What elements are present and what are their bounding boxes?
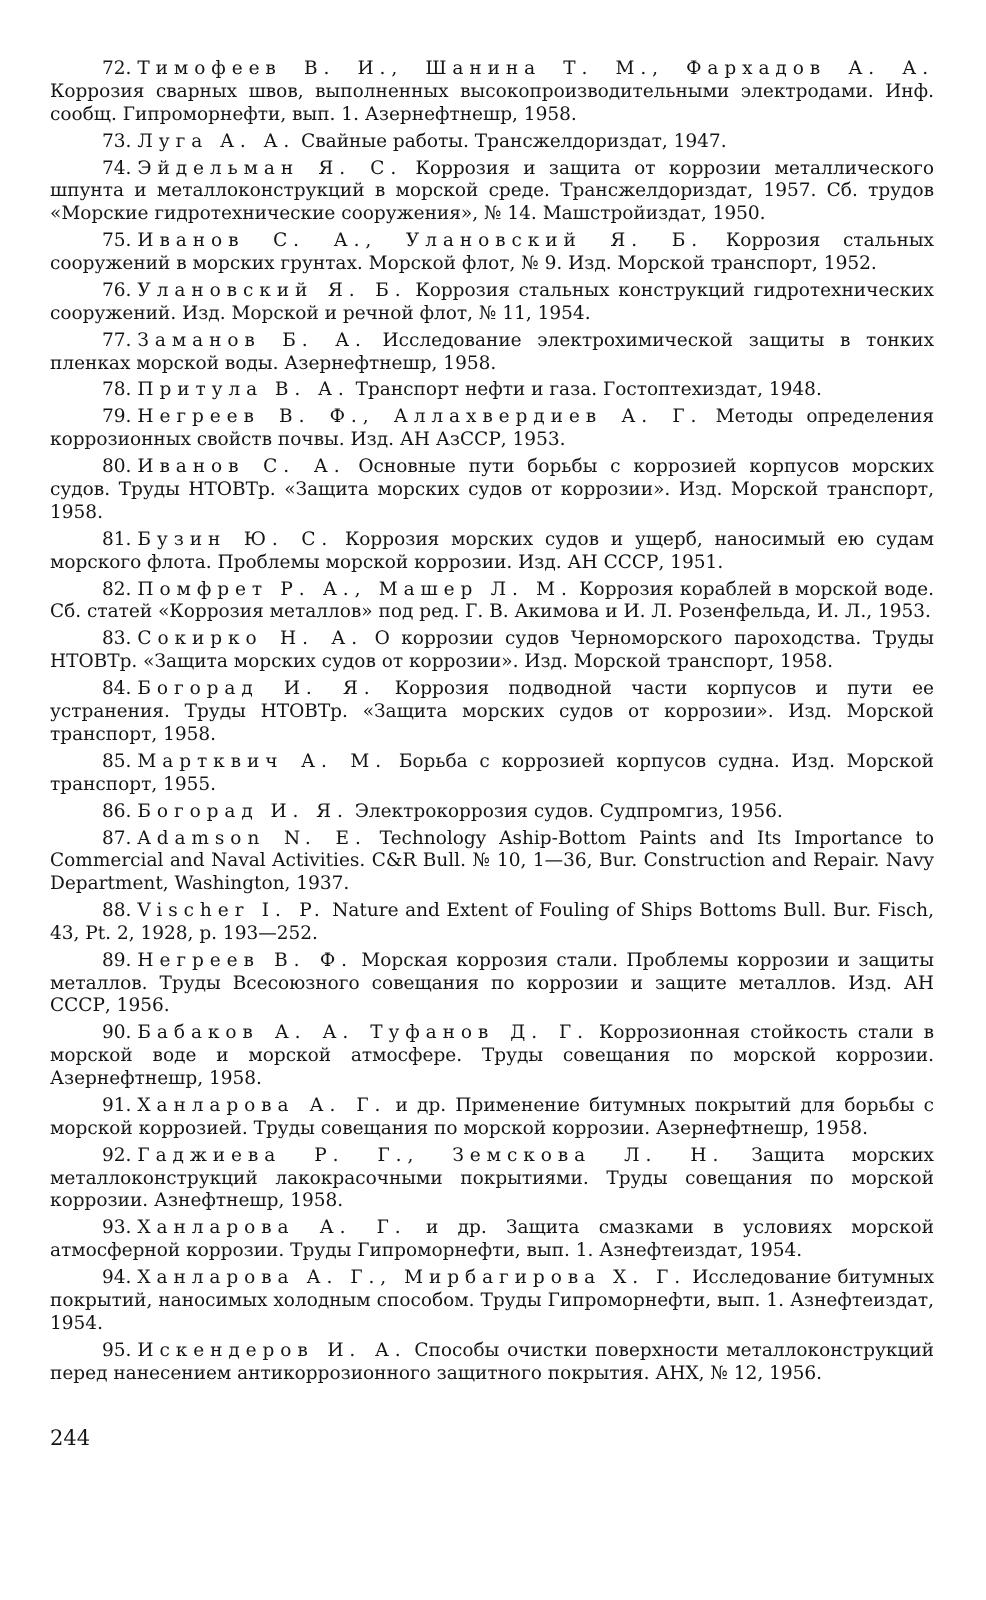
bibliography-entry xyxy=(50,801,934,824)
entry-text: Nature and Extent of Fouling of Ships Bottoms Bull. Bur. Fisch, 43, Pt. 2, 1928, p. 193—252. xyxy=(50,900,934,944)
bibliography-entry xyxy=(50,58,934,126)
entry-text: и др. Защита смазками в условиях морской атмосферной коррозии. Труды Гипроморнефти, вып. 1. Азнефтеиздат, 1954. xyxy=(50,1217,934,1262)
entry-author: Vischer I. P. xyxy=(137,900,326,922)
entry-text: Коррозия подводной части корпусов и пути ее устранения. Труды НТОВТр. «Защита морских судов от коррозии». Изд. Морской транспорт, 1958. xyxy=(50,678,934,745)
bibliography-list xyxy=(50,58,934,1390)
entry-author: Ханларова А. Г., Мирбагирова Х. Г. xyxy=(137,1267,687,1289)
bibliography-entry xyxy=(50,379,934,402)
bibliography-entry xyxy=(50,828,934,896)
entry-number: 73. xyxy=(102,130,132,152)
entry-author: Ханларова А. Г. xyxy=(137,1095,387,1117)
bibliography-entry xyxy=(50,1217,934,1263)
entry-number: 95. xyxy=(102,1339,132,1361)
bibliography-entry xyxy=(50,1095,934,1141)
entry-text: Коррозионная стойкость стали в морской воде и морской атмосфере. Труды совещания по морской коррозии. Азернефтнешр, 1958. xyxy=(50,1022,934,1090)
entry-number: 86. xyxy=(102,800,132,822)
entry-number: 90. xyxy=(102,1022,132,1044)
entry-author: Заманов Б. А. xyxy=(137,329,367,351)
bibliography-entry xyxy=(50,529,934,575)
entry-text: О коррозии судов Черноморского пароходства. Труды НТОВТр. «Защита морских судов от коррозии». Изд. Морской транспорт, 1958. xyxy=(50,628,934,673)
entry-number: 85. xyxy=(102,750,132,772)
entry-text: и др. Применение битумных покрытий для борьбы с морской коррозией. Труды совещания по морской коррозии. Азернефтнешр, 1958. xyxy=(50,1095,934,1139)
entry-number: 82. xyxy=(102,578,132,600)
bibliography-entry xyxy=(50,950,934,1018)
entry-number: 87. xyxy=(102,827,132,849)
entry-author: Богорад И. Я. xyxy=(137,800,349,822)
entry-text: Транспорт нефти и газа. Гостоптехиздат, 1948. xyxy=(355,379,822,401)
entry-text: Защита морских металлоконструкций лакокрасочными покрытиями. Труды совещания по морской коррозии. Азнефтнешр, 1958. xyxy=(50,1144,934,1212)
entry-text: Technology Aship-Bottom Paints and Its Importance to Commercial and Naval Activities. C&R Bull. № 10, 1—36, Bur. Construction and Repair. Navy Department, Washington, 1937. xyxy=(50,827,934,895)
entry-number: 72. xyxy=(102,58,132,79)
entry-author: Иванов С. А., Улановский Я. Б. xyxy=(137,230,704,252)
entry-author: Богорад И. Я. xyxy=(137,678,376,700)
entry-number: 88. xyxy=(102,900,132,922)
bibliography-entry xyxy=(50,406,934,452)
entry-author: Гаджиева Р. Г., Земскова Л. Н. xyxy=(137,1144,725,1166)
entry-number: 75. xyxy=(102,230,132,252)
entry-text: Коррозия сварных швов, выполненных высокопроизводительными электродами. Инф. сообщ. Гипроморнефти, вып. 1. Азернефтнешр, 1958. xyxy=(50,80,934,125)
entry-author: Сокирко Н. А. xyxy=(137,628,364,650)
entry-author: Луга А. А. xyxy=(137,130,296,152)
bibliography-entry xyxy=(50,751,934,797)
entry-text: Исследование электрохимической защиты в тонких пленках морской воды. Азернефтнешр, 1958. xyxy=(50,329,935,374)
entry-text: Коррозия стальных сооружений в морских грунтах. Морской флот, № 9. Изд. Морской транспорт, 1952. xyxy=(50,230,934,274)
entry-number: 76. xyxy=(102,279,132,301)
entry-number: 92. xyxy=(102,1144,132,1166)
entry-author: Негреев В. Ф. xyxy=(137,949,353,971)
entry-text: Методы определения коррозионных свойств почвы. Изд. АН АзССР, 1953. xyxy=(50,406,934,451)
entry-text: Коррозия стальных конструкций гидротехнических сооружений. Изд. Морской и речной флот, № 11, 1954. xyxy=(50,279,934,324)
entry-author: Улановский Я. Б. xyxy=(137,279,407,301)
bibliography-entry xyxy=(50,1145,934,1213)
entry-author: Тимофеев В. И., Шанина Т. М., Фархадов А. А. xyxy=(137,58,934,79)
entry-author: Бабаков А. А. Туфанов Д. Г. xyxy=(137,1022,589,1044)
entry-number: 84. xyxy=(102,678,132,700)
bibliography-entry xyxy=(50,131,934,154)
entry-text: Коррозия морских судов и ущерб, наносимый ею судам морского флота. Проблемы морской коррозии. Изд. АН СССР, 1951. xyxy=(50,528,934,573)
entry-author: Негреев В. Ф., Аллахвердиев А. Г. xyxy=(137,406,703,428)
entry-number: 80. xyxy=(102,456,132,478)
bibliography-entry xyxy=(50,1267,934,1335)
entry-number: 81. xyxy=(102,528,132,550)
entry-number: 93. xyxy=(102,1217,132,1239)
entry-number: 89. xyxy=(102,949,132,971)
entry-author: Иванов С. А. xyxy=(137,456,346,478)
bibliography-entry xyxy=(50,900,934,946)
bibliography-entry xyxy=(50,1022,934,1090)
entry-text: Электрокоррозия судов. Судпромгиз, 1956. xyxy=(354,800,783,822)
entry-text: Коррозия и защита от коррозии металлического шпунта и металлоконструкций в морской среде. Трансжелдориздат, 1957. Сб. трудов «Морские гидротехнические сооружения», № 14. Машстройиздат, 1950. xyxy=(50,157,934,225)
bibliography-entry xyxy=(50,628,934,674)
bibliography-entry xyxy=(50,158,934,226)
entry-text: Исследование битумных покрытий, наносимых холодным способом. Труды Гипроморнефти, вып. 1. Азнефтеиздат, 1954. xyxy=(50,1267,934,1334)
entry-number: 94. xyxy=(102,1267,132,1289)
entry-text: Борьба с коррозией корпусов судна. Изд. Морской транспорт, 1955. xyxy=(50,750,934,795)
entry-author: Бузин Ю. С. xyxy=(137,528,334,550)
bibliography-entry xyxy=(50,678,934,746)
entry-text: Коррозия кораблей в морской воде. Сб. статей «Коррозия металлов» под ред. Г. В. Акимова и И. Л. Розенфельда, И. Л., 1953. xyxy=(50,578,934,623)
bibliography-entry xyxy=(50,1340,934,1386)
bibliography-entry xyxy=(50,456,934,524)
entry-author: Помфрет Р. А., Машер Л. М. xyxy=(137,578,573,600)
entry-number: 78. xyxy=(102,379,132,401)
bibliography-entry xyxy=(50,330,934,376)
bibliography-entry xyxy=(50,230,934,276)
entry-author: Adamson N. E. xyxy=(137,827,367,849)
entry-author: Эйдельман Я. С. xyxy=(137,157,403,179)
entry-number: 91. xyxy=(102,1095,132,1117)
entry-text: Морская коррозия стали. Проблемы коррозии и защиты металлов. Труды Всесоюзного совещания по коррозии и защите металлов. Изд. АН СССР, 1956. xyxy=(50,949,934,1017)
entry-text: Способы очистки поверхности металлоконструкций перед нанесением антикоррозионного защитного покрытия. АНХ, № 12, 1956. xyxy=(50,1339,934,1384)
entry-text: Основные пути борьбы с коррозией корпусов морских судов. Труды НТОВТр. «Защита морских судов от коррозии». Изд. Морской транспорт, 1958. xyxy=(50,456,934,523)
entry-author: Ханларова А. Г. xyxy=(137,1217,407,1239)
page-number: 244 xyxy=(50,1426,91,1450)
entry-number: 79. xyxy=(102,406,132,428)
entry-number: 77. xyxy=(102,329,132,351)
entry-author: Мартквич А. М. xyxy=(137,750,388,772)
entry-number: 83. xyxy=(102,628,132,650)
entry-number: 74. xyxy=(102,157,132,179)
bibliography-entry xyxy=(50,579,934,625)
entry-author: Искендеров И. А. xyxy=(137,1339,407,1361)
entry-text: Свайные работы. Трансжелдориздат, 1947. xyxy=(301,130,727,152)
entry-author: Притула В. А. xyxy=(137,379,350,401)
bibliography-entry xyxy=(50,280,934,326)
